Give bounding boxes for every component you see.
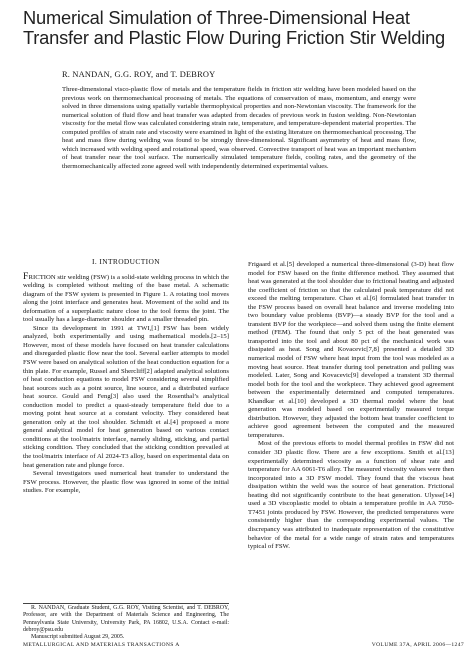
drop-cap: F bbox=[23, 270, 29, 282]
intro-paragraph-1-text: RICTION stir welding (FSW) is a solid-state welding process in which the welding is completed without melting of the base metal. A schematic diagram of the FSW system is presented in Figure 1. A rotating tool moves along the joint interface and generates heat. Movement of the solid and its deformation of a superplastic nature close to the tool forms the joint. The tool usually has a large-diameter shoulder and a smaller threaded pin. bbox=[23, 273, 229, 324]
right-column bbox=[248, 261, 454, 552]
submission-note: Manuscript submitted August 29, 2005. bbox=[31, 634, 125, 641]
affiliation-note: R. NANDAN, Graduate Student, G.G. ROY, Visiting Scientist, and T. DEBROY, Professor, are with the Department of Materials Science and Engineering, The Pennsylvania State University, University Park, PA 16802, U.S.A. Contact e-mail: debroy@psu.edu bbox=[23, 605, 229, 633]
intro-paragraph-3: Several investigators used numerical heat transfer to understand the FSW process. However, the plastic flow was ignored in some of the initial studies. For example, bbox=[23, 470, 229, 495]
journal-name: METALLURGICAL AND MATERIALS TRANSACTIONS A bbox=[23, 642, 180, 648]
author-list: R. NANDAN, G.G. ROY, and T. DEBROY bbox=[62, 70, 216, 79]
footnote bbox=[23, 605, 229, 641]
paper-title: Numerical Simulation of Three-Dimensional Heat Transfer and Plastic Flow During Friction Stir Welding bbox=[23, 7, 446, 48]
intro-paragraph-1 bbox=[23, 270, 229, 325]
intro-paragraph-2: Since its development in 1991 at TWI,[1] FSW has been widely analyzed, both experimentally and using mathematical models.[2–15] However, most of these models have focused on heat transfer calculations and disregarded plastic flow near the tool. Several earlier attempts to model FSW were based on analytical solution of the heat conduction equation for a thin plate. For example, Russel and Shercliff[2] adapted analytical solutions of heat conduction equations to model FSW considering several simplified heat sources such as a point source, line source, and a distributed surface heat source. Gould and Feng[3] also used the Rosenthal’s analytical conduction model to predict a quasi-steady temperature field due to a moving point heat source at a constant velocity. They considered heat generation only at the tool shoulder. Schmidt et al.[4] proposed a more general analytical model for heat generation based on various contact conditions at the tool/matrix interface, namely sliding, sticking, and partial sticking condition. They concluded that the sticking condition prevailed at the tool/matrix interface of Al 2024-T3 alloy, based on experimental data on heat generation rate and plunge force. bbox=[23, 324, 229, 469]
abstract: Three-dimensional visco-plastic flow of metals and the temperature fields in friction stir welding have been modeled based on the previous work on thermomechanical processing of metals. The equations of conservation of mass, momentum, and energy were solved in three dimensions using spatially variable thermophysical properties and non-Newtonian viscosity. The framework for the numerical solution of fluid flow and heat transfer was adapted from decades of previous work in fusion welding. Non-Newtonian viscosity for the metal flow was calculated considering strain rate, temperature, and temperature-dependent material properties. The computed profiles of strain rate and viscosity were examined in light of the existing literature on thermomechanical processing. The heat and mass flow during welding was found to be strongly three-dimensional. Significant asymmetry of heat and mass flow, which increased with welding speed and rotational speed, was observed. Convective transport of heat was an important mechanism of heat transfer near the tool surface. The numerically simulated temperature fields, cooling rates, and the geometry of the thermomechanically affected zone agreed well with independently determined experimental values. bbox=[62, 86, 416, 170]
volume-page: VOLUME 37A, APRIL 2006—1247 bbox=[371, 642, 464, 648]
section-heading: I. INTRODUCTION bbox=[92, 257, 160, 266]
right-paragraph-1: Frigaard et al.[5] developed a numerical three-dimensional (3-D) heat flow model for FSW based on the finite difference method. They assumed that heat was generated at the tool shoulder due to frictional heating and adjusted the coefficient of friction so that the calculated peak temperature did not exceed the melting temperature. Chao et al.[6] formulated heat transfer in the FSW process based on overall heat balance and inverse modeling into two boundary value problems (BVP)—a steady BVP for the tool and a transient BVP for the workpiece—and solved them using the finite element method (FEM). The found that only 5 pct of the heat generated was transported into the tool and about 80 pct of the mechanical work was dissipated as heat. Song and Kovacevic[7,8] presented a detailed 3D numerical model of FSW where heat input from the tool was modeled as a moving heat source. Heat transfer during tool penetration and pulling was modeled. Later, Song and Kovacevic[9] developed a transient 3D thermal model both for the tool and the workpiece. They achieved good agreement between the experimentally determined and computed temperatures. Khandkar et al.[10] developed a 3D thermal model where the heat generation was modeled based on experimentally measured torque distribution. However, they adjusted the bottom heat transfer coefficient to achieve good agreement between the computed and the measured temperatures. bbox=[248, 261, 454, 439]
right-paragraph-2: Most of the previous efforts to model thermal profiles in FSW did not consider 3D plastic flow. There are a few exceptions. Smith et al.[13] experimentally determined viscosity as a function of shear rate and temperature for AA 6061-T6 alloy. The measured viscosity values were then incorporated into a 3D FSW model. They found that the viscous heat dissipation within the weld was the source of heat generation. Frictional heating did not significantly contribute to the heat generation. Ulysse[14] used a 3D viscoplastic model to obtain a temperature profile in AA 7050-T7451 joints produced by FSW. However, the predicted temperatures were consistently higher than the corresponding experimental values. The discrepancy was attributed to inadequate representation of the constitutive behavior of the metal for a wide range of strain rates and temperatures typical of FSW. bbox=[248, 440, 454, 551]
footnote-divider bbox=[23, 603, 229, 604]
left-column bbox=[23, 258, 229, 496]
